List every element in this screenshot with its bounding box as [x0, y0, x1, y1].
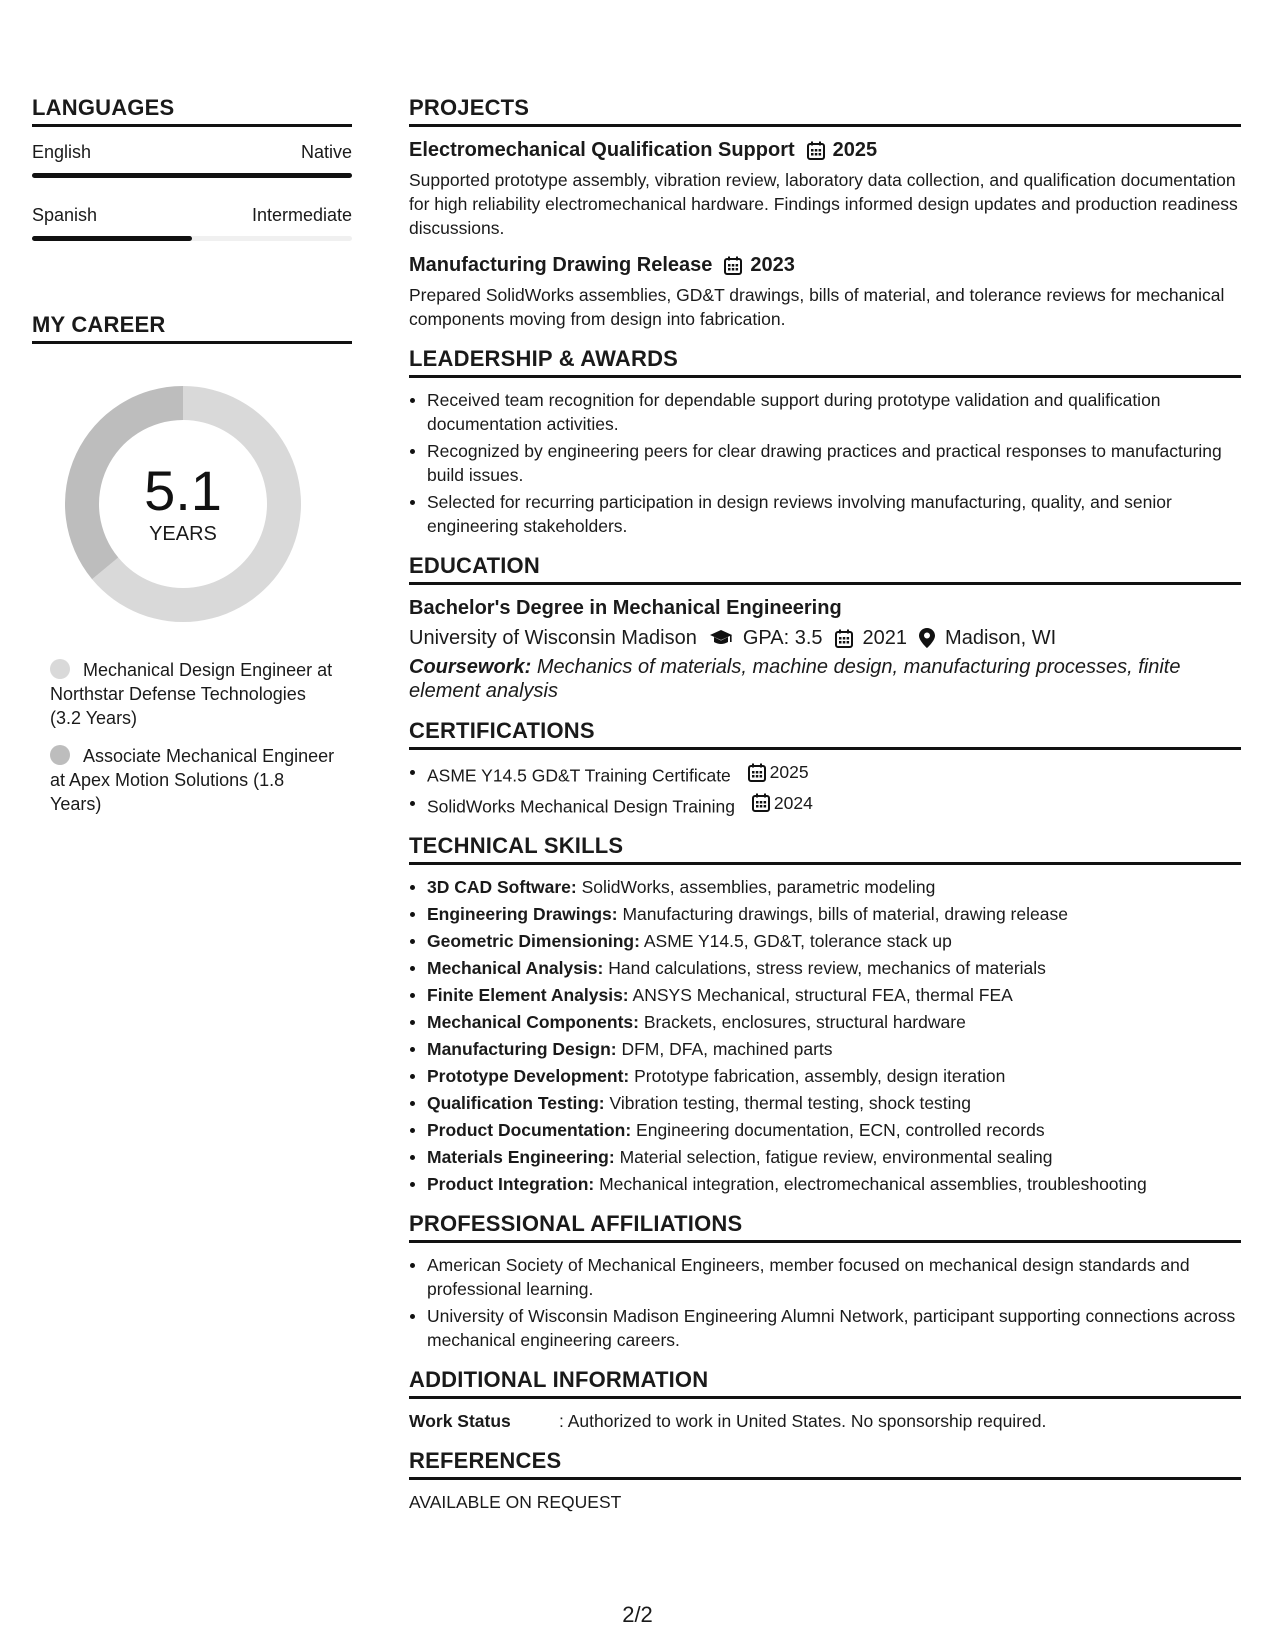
certification-item	[409, 760, 1241, 788]
project-item	[409, 137, 1241, 240]
skill-item	[409, 1145, 1241, 1169]
career-legend-item	[50, 658, 340, 730]
affiliations-section	[409, 1212, 1241, 1352]
education-location: Madison, WI	[945, 627, 1057, 649]
education-coursework	[409, 655, 1241, 703]
education-gpa: GPA: 3.5	[742, 627, 823, 649]
skill-item	[409, 1010, 1241, 1034]
graduation-cap-icon	[709, 629, 733, 647]
project-description: Prepared SolidWorks assemblies, GD&T drawings, bills of material, and tolerance reviews for mechanical components moving from design into fabrication.	[409, 285, 1225, 329]
skill-item	[409, 902, 1241, 926]
certification-year: 2024	[773, 792, 813, 813]
project-item	[409, 252, 1241, 331]
skill-label: Qualification Testing:	[427, 1093, 605, 1113]
skill-item	[409, 1064, 1241, 1088]
language-level: Native	[300, 142, 352, 162]
skill-label: Product Documentation:	[427, 1120, 632, 1140]
career-legend	[50, 658, 340, 816]
page-number: 2/2	[622, 1602, 653, 1627]
skill-label: 3D CAD Software:	[427, 877, 577, 897]
education-school: University of Wisconsin Madison	[409, 627, 697, 649]
skill-value: Brackets, enclosures, structural hardware	[643, 1012, 966, 1032]
affiliation-item: American Society of Mechanical Engineers, member focused on mechanical design standards and professional learning.	[409, 1253, 1241, 1301]
education-meta	[409, 625, 1241, 651]
skill-value: Engineering documentation, ECN, controlled records	[636, 1120, 1045, 1140]
skill-item	[409, 956, 1241, 980]
skill-label: Geometric Dimensioning:	[427, 931, 640, 951]
certifications-section	[409, 719, 1241, 818]
language-bar-fill	[32, 236, 192, 241]
career-role-label: Mechanical Design Engineer at Northstar Defense Technologies (3.2 Years)	[50, 660, 333, 728]
skill-label: Product Integration:	[427, 1174, 595, 1194]
career-section	[32, 313, 352, 816]
career-donut-chart	[65, 386, 301, 622]
work-status-row	[409, 1409, 1241, 1433]
main-content	[409, 96, 1241, 1530]
skill-value: Prototype fabrication, assembly, design iteration	[634, 1066, 1006, 1086]
project-name: Electromechanical Qualification Support	[409, 139, 795, 161]
skill-item	[409, 1037, 1241, 1061]
certification-item	[409, 791, 1241, 819]
education-section	[409, 554, 1241, 703]
skill-value: Manufacturing drawings, bills of material, drawing release	[622, 904, 1068, 924]
certification-name: SolidWorks Mechanical Design Training	[427, 796, 736, 816]
skills-title: TECHNICAL SKILLS	[409, 834, 1241, 865]
skill-item	[409, 929, 1241, 953]
language-level: Intermediate	[251, 205, 352, 225]
additional-title: ADDITIONAL INFORMATION	[409, 1368, 1241, 1399]
work-status-label: Work Status	[409, 1411, 511, 1431]
leadership-item: Received team recognition for dependable support during prototype validation and qualification documentation activities.	[409, 388, 1241, 436]
legend-dot-icon	[50, 659, 70, 679]
sidebar	[32, 96, 352, 816]
career-total-years: 5.1	[144, 459, 222, 522]
calendar-icon	[807, 141, 825, 160]
affiliations-title: PROFESSIONAL AFFILIATIONS	[409, 1212, 1241, 1243]
language-item	[32, 141, 352, 178]
references-text: AVAILABLE ON REQUEST	[409, 1492, 622, 1512]
calendar-icon	[724, 256, 742, 275]
leadership-section	[409, 347, 1241, 538]
project-description: Supported prototype assembly, vibration review, laboratory data collection, and qualification documentation for high reliability electromechanical hardware. Findings informed design updates and production readiness discussions.	[409, 170, 1238, 238]
affiliation-item: University of Wisconsin Madison Engineering Alumni Network, participant supporting connections across mechanical engineering careers.	[409, 1304, 1241, 1352]
certifications-title: CERTIFICATIONS	[409, 719, 1241, 750]
languages-title: LANGUAGES	[32, 96, 352, 127]
language-bar	[32, 173, 352, 178]
certification-name: ASME Y14.5 GD&T Training Certificate	[427, 765, 731, 786]
education-year: 2021	[862, 627, 908, 649]
calendar-icon	[748, 763, 766, 782]
skill-label: Materials Engineering:	[427, 1147, 615, 1167]
skill-value: SolidWorks, assemblies, parametric modeling	[581, 877, 936, 897]
project-name: Manufacturing Drawing Release	[409, 254, 713, 276]
education-title: EDUCATION	[409, 554, 1241, 585]
skill-value: ANSYS Mechanical, structural FEA, thermal FEA	[632, 985, 1013, 1005]
projects-section	[409, 96, 1241, 331]
language-name: Spanish	[32, 205, 98, 225]
language-item	[32, 204, 352, 241]
skill-label: Prototype Development:	[427, 1066, 630, 1086]
skill-value: Mechanical integration, electromechanical assemblies, troubleshooting	[599, 1174, 1147, 1194]
leadership-item: Selected for recurring participation in design reviews involving manufacturing, quality, and senior engineering stakeholders.	[409, 490, 1241, 538]
skill-label: Manufacturing Design:	[427, 1039, 617, 1059]
location-pin-icon	[919, 628, 935, 648]
language-name: English	[32, 142, 92, 162]
work-status-value: : Authorized to work in United States. No sponsorship required.	[559, 1411, 1047, 1431]
career-role-label: Associate Mechanical Engineer at Apex Motion Solutions (1.8 Years)	[50, 746, 335, 814]
skill-item	[409, 983, 1241, 1007]
project-year: 2025	[832, 139, 878, 161]
skill-value: ASME Y14.5, GD&T, tolerance stack up	[643, 931, 952, 951]
calendar-icon	[835, 629, 853, 648]
coursework-label: Coursework:	[409, 656, 532, 678]
skills-list	[409, 875, 1241, 1196]
career-years-unit: YEARS	[149, 523, 217, 545]
skill-item	[409, 1118, 1241, 1142]
leadership-title: LEADERSHIP & AWARDS	[409, 347, 1241, 378]
skill-label: Finite Element Analysis:	[427, 985, 629, 1005]
skill-label: Mechanical Components:	[427, 1012, 639, 1032]
skill-value: Material selection, fatigue review, environmental sealing	[619, 1147, 1053, 1167]
projects-title: PROJECTS	[409, 96, 1241, 127]
coursework-text: Mechanics of materials, machine design, manufacturing processes, finite element analysis	[409, 656, 1181, 702]
project-year: 2023	[750, 254, 795, 276]
skill-item	[409, 875, 1241, 899]
skill-value: Vibration testing, thermal testing, shock testing	[609, 1093, 972, 1113]
skill-label: Engineering Drawings:	[427, 904, 618, 924]
legend-dot-icon	[50, 745, 70, 765]
skills-section	[409, 834, 1241, 1196]
additional-section	[409, 1368, 1241, 1433]
career-title: MY CAREER	[32, 313, 352, 344]
education-degree: Bachelor's Degree in Mechanical Engineering	[409, 597, 842, 619]
skill-item	[409, 1172, 1241, 1196]
language-bar	[32, 236, 352, 241]
leadership-item: Recognized by engineering peers for clear drawing practices and practical responses to manufacturing build issues.	[409, 439, 1241, 487]
references-section	[409, 1449, 1241, 1514]
career-legend-item	[50, 744, 340, 816]
language-bar-fill	[32, 173, 352, 178]
languages-section	[32, 96, 352, 241]
skill-value: Hand calculations, stress review, mechanics of materials	[608, 958, 1046, 978]
references-title: REFERENCES	[409, 1449, 1241, 1480]
calendar-icon	[752, 793, 770, 812]
skill-item	[409, 1091, 1241, 1115]
skill-label: Mechanical Analysis:	[427, 958, 604, 978]
certification-year: 2025	[769, 762, 809, 782]
skill-value: DFM, DFA, machined parts	[621, 1039, 833, 1059]
